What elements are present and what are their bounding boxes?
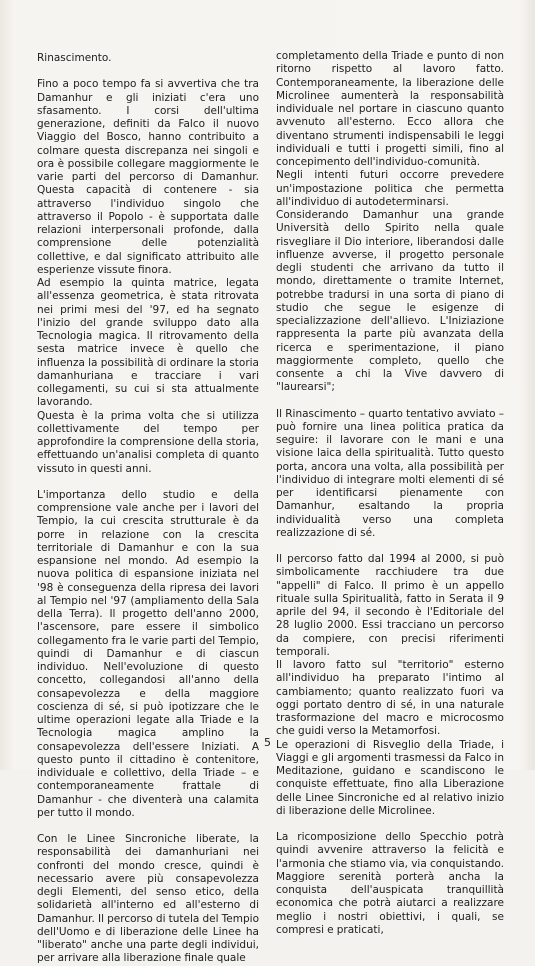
paragraph: Il lavoro fatto sul "territorio" esterno all'individuo ha preparato l'intimo al cambiamento; quanto realizzato fuori va oggi portato dentro di sé, in una naturale trasformazione del macro e microcosmo che guidi verso la Metamorfosi. — [276, 659, 504, 738]
paragraph: La ricomposizione dello Specchio potrà quindi avvenire attraverso la felicità e l'armonia che stiamo via, via conquistando. Maggiore serenità porterà ancha la conquista dell'auspicata tranquillità economica che potrà aiutarci a realizzare meglio i nostri obiettivi, i quali, se compresi e praticati, — [276, 831, 504, 936]
right-column — [276, 50, 504, 937]
paragraph: Il percorso fatto dal 1994 al 2000, si può simbolicamente racchiudere tra due "appelli" di Falco. Il primo è un appello rituale sulla Spiritualità, fatto in Serata il 9 aprile del 94, il secondo è l'Editoriale del 28 luglio 2000. Essi tracciano un percorso da compiere, con precisi riferimenti temporali. — [276, 553, 504, 658]
left-column — [37, 52, 259, 966]
paragraph: Questa è la prima volta che si utilizza collettivamente del tempo per approfondire la comprensione della storia, effettuando un'analisi completa di quanto vissuto in questi anni. — [37, 409, 259, 475]
paragraph: L'importanza dello studio e della comprensione vale anche per i lavori del Tempio, la cui crescita strutturale è da porre in relazione con la crescita territoriale di Damanhur e con la sua espansione nel mondo. Ad esempio la nuova politica di espansione iniziata nel '98 è conseguenza della ripresa dei lavori al Tempio nel '97 (ampliamento della Sala della Terra). Il progetto dell'anno 2000, l'ascensore, pare essere il simbolico collegamento fra le varie parti del Tempio, quindi di Damanhur e di ciascun individuo. Nell'evoluzione di questo concetto, collegandosi all'anno della consapevolezza e della maggiore coscienza di sé, si può ipotizzare che le ultime operazioni legate alla Triade e la Tecnologia magica amplino la consapevolezza dell'essere Iniziati. A questo punto il cittadino è contenitore, individuale e collettivo, della Triade – e contemporaneamente frattale di Damanhur - che diventerà una calamita per tutto il mondo. — [37, 488, 259, 819]
paragraph: Considerando Damanhur una grande Università dello Spirito nella quale risvegliare il Dio interiore, liberandosi dalle influenze avverse, il progetto personale degli studenti che arrivano da tutto il mondo, direttamente o tramite Internet, potrebbe tradursi in una sorta di piano di studio che segue le esigenze di specializzazione dell'allievo. L'Iniziazione rappresenta la parte più avanzata della ricerca e sperimentazione, il piano maggiormente completo, quello che consente a chi la Vive davvero di "laurearsi"; — [276, 209, 504, 394]
paragraph: Ad esempio la quinta matrice, legata all'essenza geometrica, è stata ritrovata nei primi mesi del '97, ed ha segnato l'inizio del grande sviluppo dato alla Tecnologia magica. Il ritrovamento della sesta matrice invece è quello che influenza la possibilità di ordinare la storia damanhuriana e tracciare i vari collegamenti, su cui si sta attualmente lavorando. — [37, 277, 259, 409]
paragraph: Negli intenti futuri occorre prevedere un'impostazione politica che permetta all'individuo di autodeterminarsi. — [276, 169, 504, 208]
paragraph: Rinascimento. — [37, 52, 112, 64]
page-number: 5 — [264, 736, 271, 749]
paragraph: Con le Linee Sincroniche liberate, la responsabilità dei damanhuriani nei confronti del mondo cresce, quindi è necessario avere più consapevolezza degli Elementi, del senso etico, della solidarietà all'interno ed all'esterno di Damanhur. Il percorso di tutela del Tempio dell'Uomo e di liberazione delle Linee ha "liberato" anche una parte degli individui, per arrivare alla liberazione finale quale — [37, 833, 259, 965]
paragraph: Le operazioni di Risveglio della Triade, i Viaggi e gli argomenti trasmessi da Falco in Meditazione, guidano e scandiscono le conquiste effettuate, fino alla Liberazione delle Linee Sincroniche ed al relativo inizio di liberazione delle Microlinee. — [276, 738, 504, 817]
paragraph: Fino a poco tempo fa si avvertiva che tra Damanhur e gli iniziati c'era uno sfasamento. I corsi dell'ultima generazione, definiti da Falco il nuovo Viaggio del Bosco, hanno contribuito a colmare questa discrepanza nei singoli e ora è possibile collegare maggiormente le varie parti del percorso di Damanhur. Questa capacità di contenere - sia attraverso l'individuo singolo che attraverso il Popolo - è supportata dalle relazioni interpersonali profonde, dalla comprensione delle potenzialità collettive, e dal significato attribuito alle esperienze vissute finora. — [37, 78, 259, 276]
paragraph: Il Rinascimento – quarto tentativo avviato – può fornire una linea politica pratica da seguire: il lavorare con le mani e una visione laica della spiritualità. Tutto questo porta, ancora una volta, alla possibilità per l'individuo di integrare molti elementi di sé per identificarsi pienamente con Damanhur, esaltando la propria individualità verso una completa realizzazione di sé. — [276, 407, 504, 539]
paragraph: completamento della Triade e punto di non ritorno rispetto al lavoro fatto. Contemporaneamente, la liberazione delle Microlinee aumenterà la responsabilità individuale nel portare in ciascuno quanto avvenuto all'esterno. Ecco allora che diventano strumenti indispensabili le leggi individuali e tutti i progetti simili, fino al concepimento dell'individuo-comunità. — [276, 50, 504, 168]
